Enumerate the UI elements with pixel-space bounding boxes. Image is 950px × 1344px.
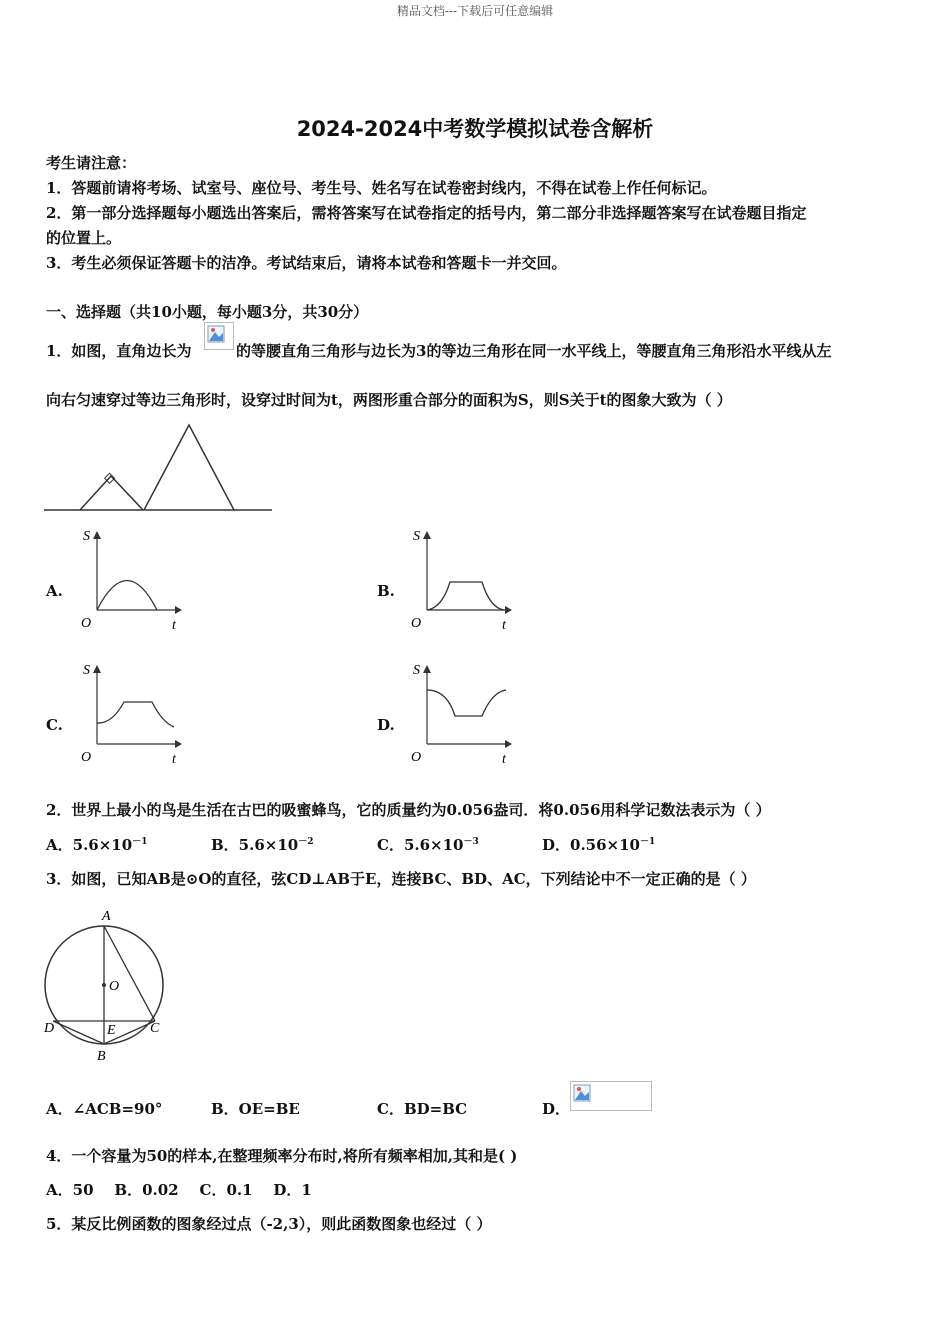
- q2-text: 2．世界上最小的鸟是生活在古巴的吸蜜蜂鸟，它的质量约为0.056盎司．将0.056用科学记数法表示为（ ）: [46, 801, 771, 819]
- q1-graph-c: [72, 660, 186, 768]
- q1-option-c[interactable]: C.: [46, 716, 63, 734]
- q3-option-d-image-icon: [570, 1081, 652, 1111]
- q2-option-c[interactable]: C．$5.6\times 10^{-3}$: [377, 836, 479, 854]
- q1-d-origin: O: [411, 750, 422, 765]
- q5-text: 5．某反比例函数的图象经过点（-2,3），则此函数图象也经过（ ）: [46, 1215, 492, 1233]
- q3-point-b: B: [97, 1049, 106, 1064]
- q1-text-line2: 向右匀速穿过等边三角形时，设穿过时间为t，两图形重合部分的面积为S，则S关于t的图象大致为（ ）: [46, 391, 732, 409]
- q2-option-a[interactable]: A．$5.6\times 10^{-1}$: [46, 836, 148, 854]
- section-heading: 一、选择题（共10小题，每小题3分，共30分）: [46, 303, 369, 321]
- q1-a-axis-y: S: [83, 529, 90, 544]
- q1-c-origin: O: [81, 750, 92, 765]
- q1-d-axis-x: t: [502, 752, 506, 767]
- q2-option-d[interactable]: D．$0.56\times 10^{-1}$: [542, 836, 656, 854]
- broken-image-icon: [204, 322, 234, 350]
- q3-text: 3．如图，已知AB是⊙O的直径，弦CD⊥AB于E，连接BC、BD、AC，下列结论中不一定正确的是（ ）: [46, 870, 756, 888]
- q1-option-d[interactable]: D.: [377, 716, 395, 734]
- q3-point-d: D: [44, 1021, 55, 1036]
- q3-point-a: A: [102, 909, 111, 924]
- notice-item-3: 3．考生必须保证答题卡的洁净。考试结束后，请将本试卷和答题卡一并交回。: [46, 254, 567, 272]
- q1-graph-b: [402, 526, 516, 634]
- q1-a-origin: O: [81, 616, 92, 631]
- q3-option-b[interactable]: B．OE=BE: [211, 1100, 300, 1118]
- q1-b-axis-x: t: [502, 618, 506, 633]
- page-header: 精品文档---下载后可任意编辑: [396, 4, 554, 18]
- q1-c-axis-y: S: [83, 663, 90, 678]
- q4-options[interactable]: A．50 B．0.02 C．0.1 D．1: [46, 1181, 312, 1199]
- q1-text-end: 的等腰直角三角形与边长为3的等边三角形在同一水平线上，等腰直角三角形沿水平线从左: [236, 342, 832, 360]
- q1-d-axis-y: S: [413, 663, 420, 678]
- q1-a-axis-x: t: [172, 618, 176, 633]
- notice-item-2: 2．第一部分选择题每小题选出答案后，需将答案写在试卷指定的括号内，第二部分非选择题答案写在试卷题目指定: [46, 204, 807, 222]
- page-title: 2024-2024中考数学模拟试卷含解析: [296, 117, 654, 141]
- q1-c-axis-x: t: [172, 752, 176, 767]
- q3-option-a[interactable]: A．∠ACB=90°: [46, 1100, 163, 1118]
- q1-graph-a: [72, 526, 186, 634]
- q3-point-o: O: [109, 979, 120, 994]
- q1-graph-d: [402, 660, 516, 768]
- notice-item-2-cont: 的位置上。: [46, 229, 122, 247]
- q1-text-start: 1．如图，直角边长为: [46, 342, 192, 360]
- q4-text: 4．一个容量为50的样本,在整理频率分布时,将所有频率相加,其和是( ): [46, 1147, 518, 1165]
- notice-item-1: 1．答题前请将考场、试室号、座位号、考生号、姓名写在试卷密封线内，不得在试卷上作任何标记。: [46, 179, 717, 197]
- q1-triangles-figure: [44, 422, 274, 514]
- q3-point-c: C: [150, 1021, 160, 1036]
- q2-option-b[interactable]: B．$5.6\times 10^{-2}$: [211, 836, 314, 854]
- q3-point-e: E: [107, 1023, 116, 1038]
- q3-circle-figure: [40, 904, 166, 1064]
- q1-option-b[interactable]: B.: [377, 582, 395, 600]
- notice-heading: 考生请注意：: [46, 154, 137, 172]
- q3-option-d[interactable]: D．: [542, 1100, 571, 1118]
- q1-b-axis-y: S: [413, 529, 420, 544]
- q3-option-c[interactable]: C．BD=BC: [377, 1100, 468, 1118]
- q1-b-origin: O: [411, 616, 422, 631]
- q1-option-a[interactable]: A.: [46, 582, 63, 600]
